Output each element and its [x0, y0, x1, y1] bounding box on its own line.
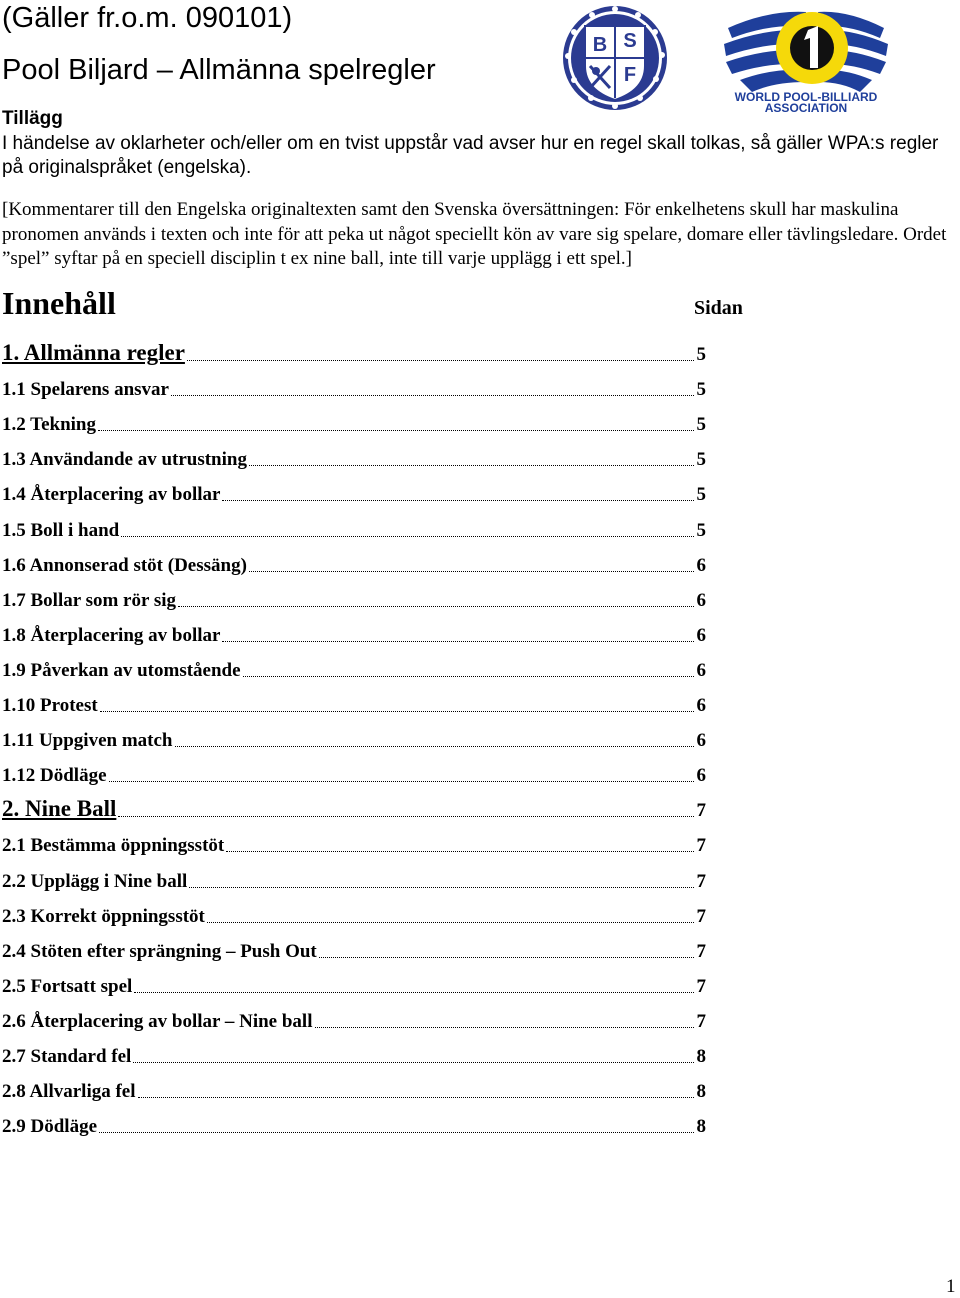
addendum-text: I händelse av oklarheter och/eller om en tvist uppstår vad avser hur en regel skall tolkas, så gäller WPA:s regler på originalspråket (engelska).	[2, 133, 939, 178]
toc-entry-page: 7	[696, 800, 706, 822]
toc-entry[interactable]	[2, 972, 706, 998]
toc-dot-leader	[178, 606, 694, 607]
wpa-name-line1: WORLD POOL-BILLIARD	[734, 90, 878, 104]
toc-entry-label: 1.12 Dödläge	[2, 765, 107, 787]
toc-entry-label: 2.1 Bestämma öppningsstöt	[2, 835, 225, 857]
toc-entry-label: 2.5 Fortsatt spel	[2, 975, 133, 997]
toc-entry-label: 1.1 Spelarens ansvar	[2, 379, 169, 401]
toc-entry-label: 2. Nine Ball	[2, 796, 117, 822]
page-number: 1	[946, 1276, 956, 1297]
bsf-letter-f: F	[623, 64, 637, 86]
toc-entry-label: 1.10 Protest	[2, 695, 98, 716]
toc-dot-leader	[175, 746, 695, 747]
wpa-globe	[724, 12, 888, 92]
toc-entry[interactable]	[2, 831, 706, 857]
toc-entry-label: 1.3 Användande av utrustning	[2, 449, 247, 471]
toc-entry[interactable]	[2, 1007, 706, 1033]
toc-dot-leader	[249, 571, 694, 572]
toc-entry-label: 2.4 Stöten efter sprängning – Push Out	[2, 940, 317, 962]
toc-entry-page: 6	[696, 730, 706, 752]
toc-entry-page: 8	[696, 1046, 706, 1067]
wpa-logo	[718, 6, 894, 114]
toc-entry-page: 8	[696, 1116, 706, 1138]
toc-entry-page: 5	[696, 414, 706, 436]
toc-entry-label: 2.2 Upplägg i Nine ball	[2, 870, 188, 892]
toc-entry[interactable]	[2, 375, 706, 401]
toc-entry-page: 6	[696, 624, 706, 646]
toc-dot-leader	[134, 992, 694, 993]
toc-entry[interactable]	[2, 902, 706, 928]
toc-entry[interactable]	[2, 691, 706, 717]
toc-entry[interactable]	[2, 726, 706, 752]
bsf-letter-s: S	[623, 30, 637, 52]
toc-entry-label: 1.9 Påverkan av utomstående	[2, 659, 241, 681]
toc-entry-label: 1.8 Återplacering av bollar	[2, 624, 221, 646]
toc-entry-page: 5	[696, 449, 706, 471]
toc-dot-leader	[226, 851, 694, 852]
toc-dot-leader	[187, 360, 694, 361]
commentary-text: [Kommentarer till den Engelska originaltexten samt den Svenska översättningen: För enkelhetens skull har maskulina pronomen används i texten och inte för att peka ut något speciellt kön av vare sig spelare, domare eller tävlingsledare. Ordet ”spel” syftar på en speciell disciplin t ex nine ball, inte till varje upplägg i ett spel.]	[2, 199, 947, 269]
toc-entry[interactable]	[2, 336, 706, 366]
toc-entry[interactable]	[2, 1112, 706, 1138]
toc-page-column-heading: Sidan	[694, 297, 743, 319]
toc-dot-leader	[249, 465, 694, 466]
toc-entry-page: 8	[696, 1081, 706, 1103]
addendum-heading: Tillägg	[2, 108, 63, 129]
toc-entry-page: 7	[696, 975, 706, 997]
toc-entry-page: 6	[696, 659, 706, 681]
toc-entry-page: 6	[696, 695, 706, 716]
toc-dot-leader	[189, 887, 694, 888]
toc-entry-page: 6	[696, 589, 706, 611]
toc-entry[interactable]	[2, 551, 706, 577]
toc-dot-leader	[222, 500, 694, 501]
toc-dot-leader	[222, 641, 694, 642]
toc-entry-page: 6	[696, 554, 706, 576]
toc-entry-label: 2.6 Återplacering av bollar – Nine ball	[2, 1010, 313, 1032]
toc-entry-page: 7	[696, 835, 706, 857]
toc-entry[interactable]	[2, 937, 706, 963]
toc-entry[interactable]	[2, 445, 706, 471]
toc-entry[interactable]	[2, 761, 706, 787]
toc-entry-label: 1.11 Uppgiven match	[2, 730, 173, 752]
validity-date: (Gäller fr.o.m. 090101)	[2, 2, 293, 34]
toc-entry-page: 7	[696, 1010, 706, 1032]
toc-entry[interactable]	[2, 410, 706, 436]
toc-entry-page: 5	[696, 484, 706, 506]
toc-entry-label: 1.6 Annonserad stöt (Dessäng)	[2, 554, 247, 576]
toc-entry-page: 6	[696, 765, 706, 787]
toc-dot-leader	[109, 781, 695, 782]
toc-entry-page: 5	[696, 519, 706, 541]
toc-dot-leader	[99, 1132, 694, 1133]
wpa-name-line2: ASSOCIATION	[764, 101, 848, 114]
toc-entry[interactable]	[2, 1042, 706, 1068]
toc-entry-page: 5	[696, 344, 706, 365]
toc-entry-label: 2.9 Dödläge	[2, 1116, 97, 1138]
toc-dot-leader	[100, 711, 694, 712]
toc-entry-page: 5	[696, 379, 706, 401]
toc-dot-leader	[171, 395, 694, 396]
toc-dot-leader	[133, 1062, 694, 1063]
toc-dot-leader	[121, 536, 694, 537]
toc-dot-leader	[98, 430, 694, 431]
toc-dot-leader	[207, 922, 694, 923]
table-of-contents	[2, 0, 706, 1297]
toc-entry-label: 1.5 Boll i hand	[2, 519, 120, 541]
toc-entry[interactable]	[2, 1077, 706, 1103]
toc-dot-leader	[138, 1097, 694, 1098]
toc-dot-leader	[319, 957, 694, 958]
toc-dot-leader	[315, 1027, 695, 1028]
toc-entry-label: 2.3 Korrekt öppningsstöt	[2, 905, 205, 927]
toc-entry-label: 1. Allmänna regler	[2, 340, 185, 365]
toc-entry-label: 2.7 Standard fel	[2, 1046, 132, 1067]
toc-entry-page: 7	[696, 940, 706, 962]
toc-entry-page: 7	[696, 870, 706, 892]
bsf-letter-b: B	[592, 34, 608, 56]
toc-entry[interactable]	[2, 656, 706, 682]
toc-entry-label: 1.4 Återplacering av bollar	[2, 484, 221, 506]
document-title: Pool Biljard – Allmänna spelregler	[2, 54, 436, 86]
toc-entry[interactable]	[2, 621, 706, 647]
toc-entry-label: 2.8 Allvarliga fel	[2, 1081, 136, 1103]
toc-entry-label: 1.7 Bollar som rör sig	[2, 589, 176, 611]
toc-dot-leader	[118, 816, 694, 817]
toc-heading: Innehåll	[2, 285, 116, 321]
toc-entry[interactable]	[2, 867, 706, 893]
toc-entry-label: 1.2 Tekning	[2, 414, 96, 436]
toc-entry[interactable]	[2, 792, 706, 822]
toc-dot-leader	[243, 676, 694, 677]
toc-entry[interactable]	[2, 516, 706, 542]
toc-entry[interactable]	[2, 480, 706, 506]
toc-entry[interactable]	[2, 586, 706, 612]
toc-entry-page: 7	[696, 905, 706, 927]
